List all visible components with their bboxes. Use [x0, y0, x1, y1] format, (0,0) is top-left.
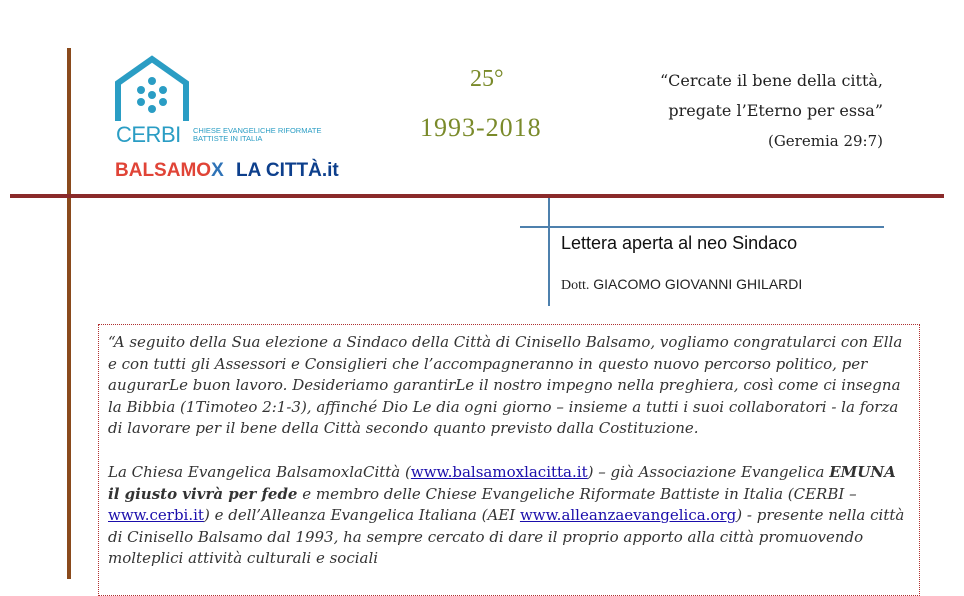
body-paragraph-1: “A seguito della Sua elezione a Sindaco della Città di Cinisello Balsamo, vogliamo congratularci con Ella e con tutti gli Assessori e Consiglieri che l’accompagneranno in questo nuovo percorso politico, per augurarLe buon lavoro. Desideriamo garantirLe il nostro impegno nella preghiera, così come ci insegna la Bibbia (1Timoteo 2:1-3), affinché Dio Le dia ogni giorno – insieme a tutti i suoi collaboratori - la forza di lavorare per il bene della Città secondo quanto previsto dalla Costituzione. — [108, 333, 903, 438]
bible-quote — [660, 66, 883, 156]
cerbi-logo-text: CERBI — [116, 122, 181, 147]
red-horizontal-rule — [10, 194, 944, 198]
quote-line-1: “Cercate il bene della città, — [659, 71, 883, 90]
balsamoxlacitta-link[interactable]: www.balsamoxlacitta.it — [410, 462, 588, 481]
brown-vertical-rule — [67, 48, 71, 579]
anniversary-number: 25° — [470, 66, 504, 92]
letter-body — [108, 332, 908, 592]
citta-logo: LA CITTÀ.it — [236, 160, 339, 181]
blue-vertical-rule — [548, 198, 550, 306]
balsamo-logo: BALSAMOX — [115, 160, 224, 181]
cerbi-link[interactable]: www.cerbi.it — [108, 506, 204, 525]
letter-title: Lettera aperta al neo Sindaco — [561, 233, 798, 253]
cerbi-logo-subtitle: CHIESE EVANGELICHE RIFORMATE BATTISTE IN ITALIA — [193, 126, 322, 143]
anniversary-years: 1993-2018 — [420, 113, 542, 142]
quote-line-2: pregate l’Eterno per essa” — [668, 101, 883, 120]
x-mark-icon: X — [211, 160, 224, 181]
body-paragraph-2: La Chiesa Evangelica BalsamoxlaCittà (www.balsamoxlacitta.it) – già Associazione Evangelica EMUNA il giusto vivrà per fede e membro delle Chiese Evangeliche Riformate Battiste in Italia (CERBI – www.cerbi.it) e dell’Alleanza Evangelica Italiana (AEI www.alleanzaevangelica.org) - presente nella città di Cinisello Balsamo dal 1993, ha sempre cercato di dare il proprio apporto alla città promuovendo molteplici attività culturali e sociali — [108, 462, 905, 568]
emuna-name: EMUNA il giusto vivrà per fede — [108, 462, 896, 503]
church-house-icon — [112, 55, 192, 125]
recipient-name: Dott. GIACOMO GIOVANNI GHILARDI — [561, 276, 803, 293]
blue-horizontal-rule — [520, 226, 884, 228]
alleanza-link[interactable]: www.alleanzaevangelica.org — [519, 506, 737, 525]
quote-reference: (Geremia 29:7) — [767, 132, 883, 150]
